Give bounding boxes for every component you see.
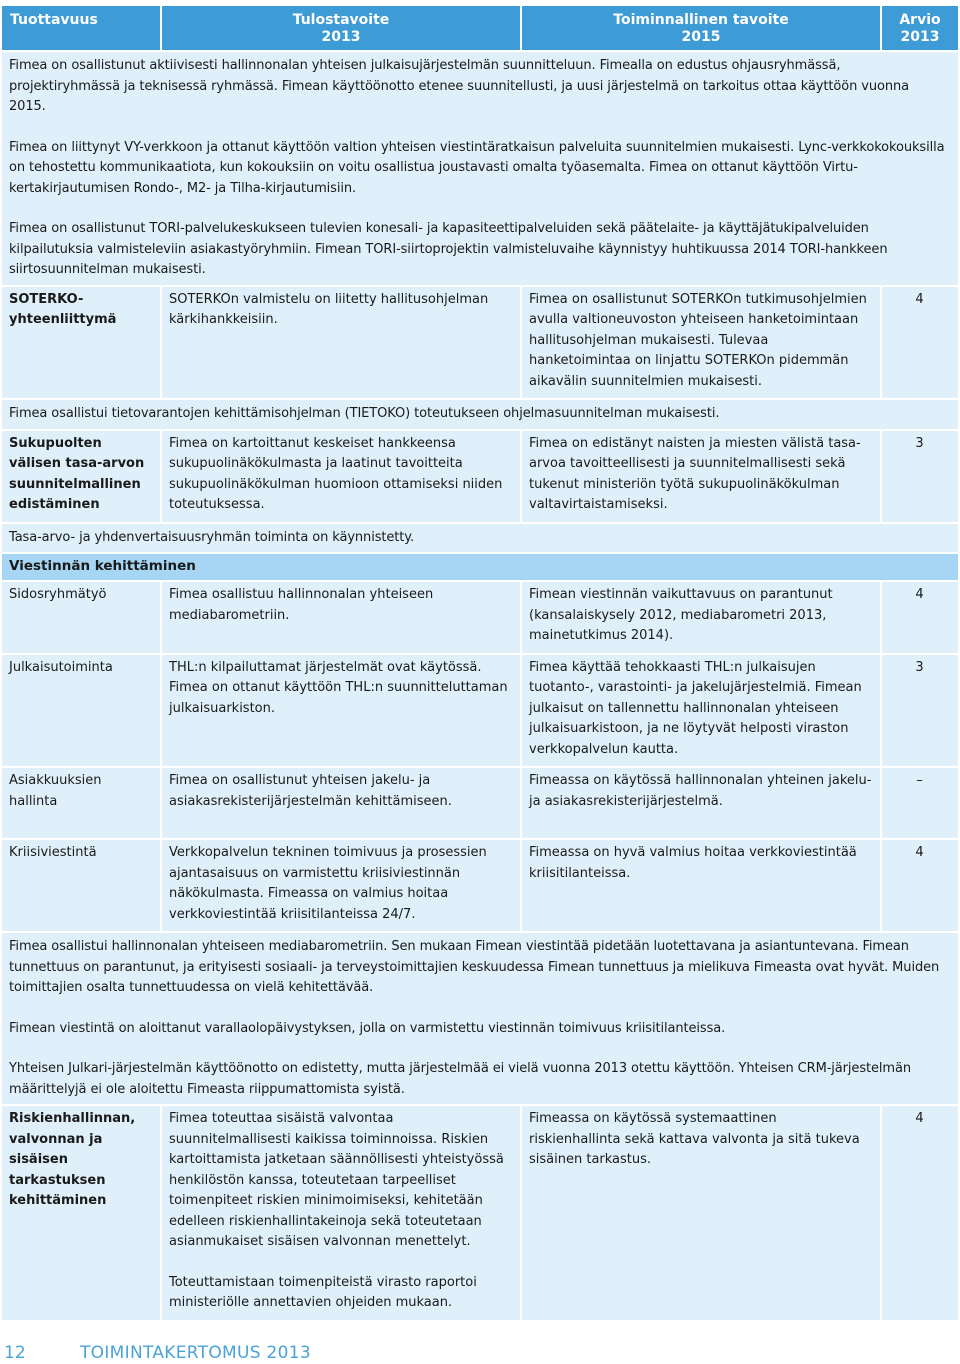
- stakeholder-rating: 4: [882, 582, 958, 653]
- vy-network-text: Fimea on liittynyt VY-verkkoon ja ottanut käyttöön valtion yhteisen viestintäratkaisun palveluita suunnitelmien mukaisesti. Lync-verkkokokouksilla on tehostettu kommunikaatiota, kun kokouksiin on voitu osallistua joustavasti omalta työasemalta. Fimea on ottanut käyttöön Virtu-kertakirjautumisen Rondo-, M2- ja Tilha-kirjautumisiin.: [9, 139, 945, 196]
- spacer: [169, 812, 512, 832]
- on-call-note: Fimean viestintä on aloittanut varallaolopäivystyksen, jolla on varmistettu viestinnän toimivuus kriisitilanteissa.: [9, 1020, 726, 1036]
- header-result-target: [162, 6, 520, 50]
- publishing-rating: 3: [882, 655, 958, 767]
- risk-management-row: [2, 1106, 958, 1320]
- soterko-row: [2, 287, 958, 399]
- customer-management-target-2013-text: Fimea on osallistunut yhteisen jakelu- ja asiakasrekisterijärjestelmän kehittämiseen.: [169, 773, 452, 809]
- header-productivity: [2, 6, 160, 50]
- customer-management-target-2015: Fimeassa on käytössä hallinnonalan yhteinen jakelu- ja asiakasrekisterijärjestelmä.: [522, 768, 880, 838]
- risk-management-reporting-text: Toteuttamistaan toimenpiteistä virasto raportoi ministeriölle annettavien ohjeiden mukaan.: [169, 1274, 477, 1310]
- crisis-communication-target-2015: Fimeassa on hyvä valmius hoitaa verkkoviestintää kriisitilanteissa.: [522, 840, 880, 931]
- mediabarometer-note: Fimea osallistui hallinnonalan yhteiseen mediabarometriin. Sen mukaan Fimean viestintää pidetään luotettavana ja asiantuntevana. Fimean tunnettuus on parantunut, ja erityisesti sosiaali- ja terveystoimittajien keskuudessa Fimean tunnettuus ja mielikuva Fimeasta ovat hyvät. Muiden toimittajien osalta tunnettuudessa on vielä kehitettävää.: [9, 939, 940, 995]
- tori-service-text: Fimea on osallistunut TORI-palvelukeskukseen tulevien konesali- ja kapasiteettipalveluiden sekä päätelaite- ja käyttäjätukipalveluiden kilpailutuksia valmisteleviin asiakastyöryhmiin. Fimean TORI-siirtoprojektin valmisteluvaihe käynnistyy huhtikuussa 2014 TORI-hankkeen siirtosuunnitelman mukaisesti.: [9, 221, 888, 277]
- gender-equality-target-2015: Fimea on edistänyt naisten ja miesten välistä tasa-arvoa tavoitteellisesti ja suunnitelmallisesti sekä tukenut ministeriön työtä sukupuolinäkökulman valtavirtaistamiseksi.: [522, 431, 880, 522]
- header-result-target-label: Tulostavoite: [292, 12, 390, 28]
- gender-equality-target-2013: Fimea on kartoittanut keskeiset hankkeensa sukupuolinäkökulmasta ja laatinut tavoitteita sukupuolinäkökulman huomioon ottamiseksi niiden toteutuksessa.: [162, 431, 520, 522]
- soterko-target-2015: Fimea on osallistunut SOTERKOn tutkimusohjelmien avulla valtioneuvoston yhteiseen hanketoimintaan hallitusohjelman mukaisesti. Tulevaa hanketoimintaa on linjattu SOTERKOn pidemmän aikavälin suunnitelmien mukaisesti.: [522, 287, 880, 399]
- gender-equality-row: [2, 431, 958, 522]
- stakeholder-target-2013: [162, 582, 520, 653]
- publishing-name: Julkaisutoiminta: [2, 655, 160, 767]
- soterko-note-text: Fimea osallistui tietovarantojen kehittämisohjelman (TIETOKO) toteutukseen ohjelmasuunnitelman mukaisesti.: [9, 406, 720, 421]
- table-header: [2, 6, 958, 50]
- risk-management-name: Riskienhallinnan, valvonnan ja sisäisen tarkastuksen kehittäminen: [2, 1106, 160, 1320]
- customer-management-rating: –: [882, 768, 958, 838]
- communication-notes: [2, 933, 958, 1104]
- stakeholder-name: Sidosryhmätyö: [2, 582, 160, 653]
- publishing-row: [2, 655, 958, 767]
- publishing-system-block: [2, 52, 958, 285]
- stakeholder-target-2015: Fimean viestinnän vaikuttavuus on parantunut (kansalaiskysely 2012, mediabarometri 2013, mainetutkimus 2014).: [522, 582, 880, 653]
- spacer: [169, 626, 512, 646]
- header-productivity-label: Tuottavuus: [10, 12, 98, 28]
- page-number: 12: [4, 1343, 26, 1363]
- report-title: TOIMINTAKERTOMUS 2013: [80, 1343, 311, 1363]
- gender-equality-note: [2, 524, 958, 553]
- gender-equality-name: Sukupuolten välisen tasa-arvon suunnitelmallinen edistäminen: [2, 431, 160, 522]
- results-table: [2, 6, 958, 1322]
- crisis-communication-target-2013: Verkkopalvelun tekninen toimivuus ja prosessien ajantasaisuus on varmistettu kriisiviestinnän näkökulmasta. Fimeassa on valmius hoitaa verkkoviestintää kriisitilanteissa 24/7.: [162, 840, 520, 931]
- publishing-target-2015: Fimea käyttää tehokkaasti THL:n julkaisujen tuotanto-, varastointi- ja jakelujärjestelmiä. Fimean julkaisut on tallennettu hallinnonalan yhteiseen julkaisuarkistoon, ja ne löytyvät helposti viraston verkkopalvelun kautta.: [522, 655, 880, 767]
- page-footer: [4, 1343, 311, 1363]
- publishing-system-text: Fimea on osallistunut aktiivisesti hallinnonalan yhteisen julkaisujärjestelmän suunnitteluun. Fimealla on edustus ohjausryhmässä, projektiryhmässä ja teknisessä ryhmässä. Fimean käyttöönotto etenee suunnitellusti, ja uusi järjestelmä on tarkoitus ottaa käyttöön vuonna 2015.: [9, 58, 909, 114]
- crisis-communication-rating: 4: [882, 840, 958, 931]
- risk-management-target-2015: Fimeassa on käytössä systemaattinen riskienhallinta sekä kattava valvonta ja sitä tukeva sisäinen tarkastus.: [522, 1106, 880, 1320]
- risk-management-target-2013-text: Fimea toteuttaa sisäistä valvontaa suunnitelmallisesti kaikissa toiminnoissa. Riskien kartoittamista jatketaan säännöllisesti yhteistyössä henkilöstön kanssa, toteutetaan tarpeelliset toimenpiteet riskien minimoimiseksi, kehitetään edelleen riskienhallintakeinoja sekä toteutetaan asianmukaiset sisäisen valvonnan menettelyt.: [169, 1111, 504, 1249]
- crisis-communication-row: [2, 840, 958, 931]
- customer-management-name: Asiakkuuksien hallinta: [2, 768, 160, 838]
- gender-equality-rating: 3: [882, 431, 958, 522]
- customer-management-row: [2, 768, 958, 838]
- risk-management-rating: 4: [882, 1106, 958, 1320]
- spacer: [169, 1253, 512, 1273]
- stakeholder-target-2013-text: Fimea osallistuu hallinnonalan yhteiseen mediabarometriin.: [169, 587, 434, 623]
- header-operational-target-year: 2015: [681, 29, 721, 45]
- header-assessment-year: 2013: [900, 29, 940, 45]
- header-assessment: [882, 6, 958, 50]
- julkari-note: Yhteisen Julkari-järjestelmän käyttöönotto on edistetty, mutta järjestelmää ei vielä vuonna 2013 otettu käyttöön. Yhteisen CRM-järjestelmän määrittelyjä ei ole aloitettu Fimeasta riippumattomista syistä.: [9, 1061, 911, 1097]
- header-assessment-label: Arvio: [899, 12, 941, 28]
- header-result-target-year: 2013: [321, 29, 361, 45]
- risk-management-target-2013: [162, 1106, 520, 1320]
- customer-management-target-2013: [162, 768, 520, 838]
- publishing-target-2013: THL:n kilpailuttamat järjestelmät ovat käytössä. Fimea on ottanut käyttöön THL:n suunnitteluttaman julkaisuarkiston.: [162, 655, 520, 767]
- soterko-rating: 4: [882, 287, 958, 399]
- stakeholder-row: [2, 582, 958, 653]
- header-operational-target-label: Toiminnallinen tavoite: [613, 12, 789, 28]
- soterko-name: SOTERKO-yhteenliittymä: [2, 287, 160, 399]
- communication-section-title: Viestinnän kehittäminen: [2, 554, 958, 580]
- soterko-note: [2, 400, 958, 429]
- soterko-target-2013: SOTERKOn valmistelu on liitetty hallitusohjelman kärkihankkeisiin.: [162, 287, 520, 399]
- gender-equality-note-text: Tasa-arvo- ja yhdenvertaisuusryhmän toiminta on käynnistetty.: [9, 529, 415, 545]
- crisis-communication-name: Kriisiviestintä: [2, 840, 160, 931]
- header-operational-target: [522, 6, 880, 50]
